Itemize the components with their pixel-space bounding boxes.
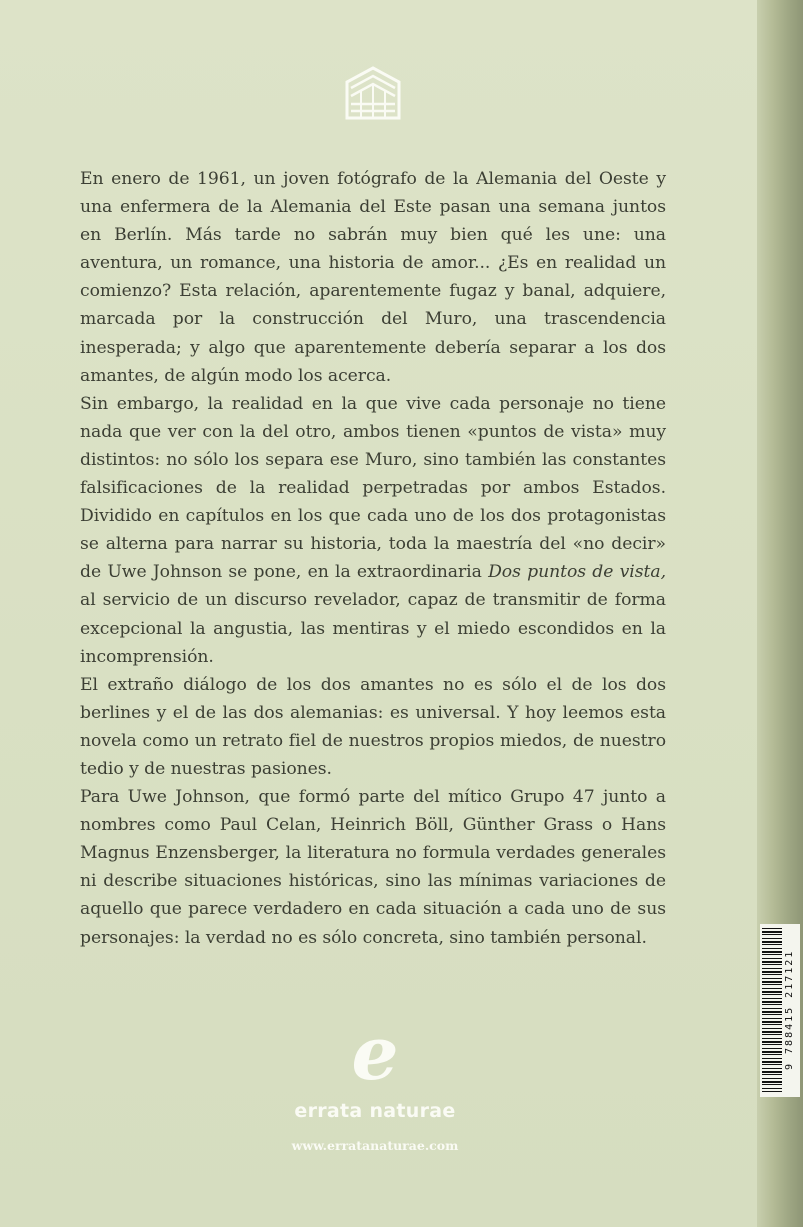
blurb-paragraph-4: Para Uwe Johnson, que formó parte del mítico Grupo 47 junto a nombres como Paul Celan, Heinrich Böll, Günther Grass o Hans Magnus Enzensberger, la literatura no formula verdades generales ni describe situaciones históricas, sino las mínimas variaciones de aquello que parece verdadero en cada situación a cada uno de sus personajes: la verdad no es sólo concreta, sino también personal. (80, 787, 666, 948)
barcode-bars (762, 928, 782, 1092)
blurb-paragraph-2 (80, 390, 666, 671)
blurb-paragraph-3: El extraño diálogo de los dos amantes no es sólo el de los dos berlines y el de las dos alemanias: es universal. Y hoy leemos esta novela como un retrato fiel de nuestros propios miedos, de nuestro tedio y de nuestras pasiones. (80, 674, 666, 779)
collection-logo-icon (345, 66, 401, 120)
isbn-digits: 9 788415 217121 (784, 949, 795, 1071)
publisher-name: errata naturae (294, 1100, 456, 1122)
book-title-italic: Dos puntos de vista, (488, 562, 666, 583)
isbn-barcode (760, 924, 800, 1097)
back-cover-blurb (80, 165, 666, 952)
publisher-logo-mark: e (351, 1011, 399, 1097)
blurb-paragraph-1: En enero de 1961, un joven fotógrafo de la Alemania del Oeste y una enfermera de la Alemania del Este pasan una semana juntos en Berlín. Más tarde no sabrán muy bien qué les une: una aventura, un romance, una historia de amor... ¿Es en realidad un comienzo? Esta relación, aparentemente fugaz y banal, adquiere, marcada por la construcción del Muro, una trascendencia inesperada; y algo que aparentemente debería separar a los dos amantes, de algún modo los acerca. (80, 169, 666, 386)
publisher-url: www.erratanaturae.com (291, 1138, 459, 1153)
blurb-paragraph-2-text: Sin embargo, la realidad en la que vive cada personaje no tiene nada que ver con la del otro, ambos tienen «puntos de vista» muy distintos: no sólo los separa ese Muro, sino también las constantes falsificaciones de la realidad perpetradas por ambos Estados. Dividido en capítulos en los que cada uno de los dos protagonistas se alterna para narrar su historia, toda la maestría del «no decir» de Uwe Johnson se pone, en la extraordinaria (80, 393, 666, 583)
blurb-paragraph-2-end: al servicio de un discurso revelador, capaz de transmitir de forma excepcional la angustia, las mentiras y el miedo escondidos en la incomprensión. (80, 590, 666, 667)
